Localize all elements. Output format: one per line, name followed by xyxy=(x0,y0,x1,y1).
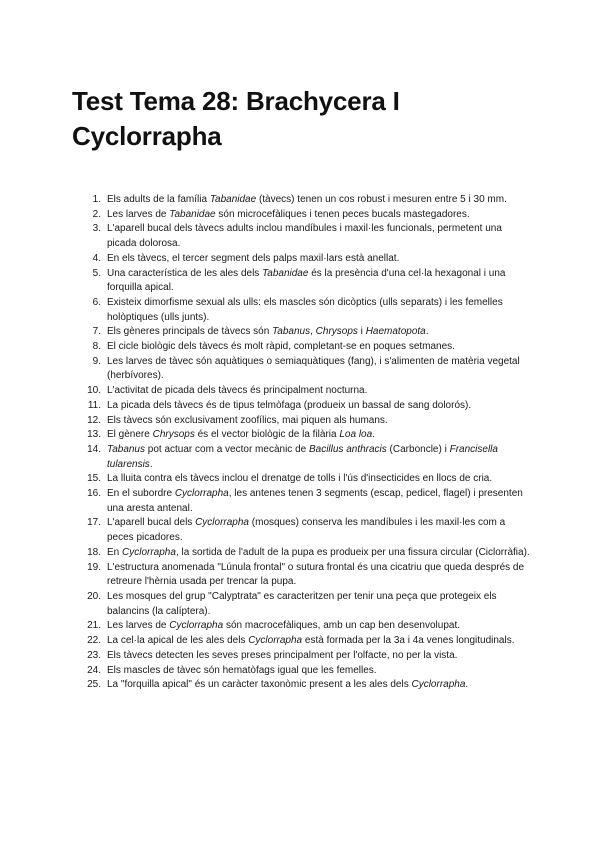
page-title: Test Tema 28: Brachycera I Cyclorrapha xyxy=(72,86,400,151)
text-run: . xyxy=(425,326,429,338)
question-number: 1. xyxy=(92,194,101,205)
italic-term: Tabanidae xyxy=(262,267,309,279)
text-run: (mosques) conserva les mandíbules i les maxil·les com a peces picadores. xyxy=(107,517,506,544)
question-number: 24. xyxy=(87,664,101,676)
question-number: 3. xyxy=(92,223,101,235)
italic-term: Cyclorrapha xyxy=(195,517,249,529)
question-text xyxy=(107,399,532,414)
question-item xyxy=(72,384,532,399)
question-item xyxy=(72,678,532,693)
italic-term: Cyclorrapha xyxy=(169,620,224,632)
italic-term: Cyclorrapha xyxy=(411,679,466,691)
text-run: Existeix dimorfisme sexual als ulls: els mascles són dicòptics (ulls separats) i les femelles holòptiques (ulls junts). xyxy=(107,296,503,323)
italic-term: Cyclorrapha xyxy=(174,488,229,500)
question-number: 2. xyxy=(92,208,101,220)
text-run: Una característica de les ales dels xyxy=(107,267,263,279)
question-text xyxy=(107,487,532,516)
question-number: 7. xyxy=(92,326,101,338)
text-run: Els tàvecs detecten les seves preses principalment per l'olfacte, no per la vista. xyxy=(107,649,458,661)
question-item xyxy=(72,252,532,267)
question-text xyxy=(107,664,532,679)
question-number: 9. xyxy=(92,355,101,367)
question-number: 25. xyxy=(87,679,101,691)
text-run: és la presència d'una cel·la hexagonal i una forquilla apical. xyxy=(107,267,506,294)
question-number: 19. xyxy=(87,561,101,573)
question-number: 16. xyxy=(87,488,101,500)
text-run: L'aparell bucal dels tàvecs adults inclou mandíbules i maxil·les funcionals, permetent una picada dolorosa. xyxy=(107,223,502,250)
question-number: 11. xyxy=(87,399,101,411)
text-run: Els adults de la família xyxy=(107,194,210,205)
question-item xyxy=(72,296,532,325)
question-list xyxy=(72,193,532,693)
text-run: . xyxy=(149,458,153,470)
question-item xyxy=(72,443,532,472)
text-run: Les larves de tàvec són aquàtiques o semiaquàtiques (fang), i s'alimenten de matèria vegetal (herbívores). xyxy=(107,355,520,382)
question-item xyxy=(72,472,532,487)
question-text xyxy=(107,296,532,325)
question-number: 17. xyxy=(87,517,101,529)
question-item xyxy=(72,428,532,443)
text-run: La cel·la apical de les ales dels xyxy=(107,635,249,647)
question-text xyxy=(107,590,532,619)
question-item xyxy=(72,634,532,649)
question-text xyxy=(107,678,532,693)
text-run: Els tàvecs són exclusivament zoofílics, mai piquen als humans. xyxy=(107,414,388,426)
question-item xyxy=(72,267,532,296)
text-run: L'aparell bucal dels xyxy=(107,517,196,529)
text-run: Les larves de xyxy=(107,208,170,220)
question-item xyxy=(72,619,532,634)
text-run: L'estructura anomenada "Lúnula frontal" o sutura frontal és una cicatriu que queda després de retreure l'hèrnia usada per trencar la pupa. xyxy=(107,561,525,588)
text-run: són microcefàliques i tenen peces bucals mastegadores. xyxy=(215,208,470,220)
question-text xyxy=(107,325,532,340)
italic-term: Chrysops xyxy=(315,326,358,338)
question-text xyxy=(107,267,532,296)
question-text xyxy=(107,619,532,634)
question-item xyxy=(72,561,532,590)
text-run: (tàvecs) tenen un cos robust i mesuren entre 5 i 30 mm. xyxy=(256,194,507,205)
text-run: Les mosques del grup "Calyptrata" es caracteritzen per tenir una peça que protegeix els balancins (la calíptera). xyxy=(107,590,497,617)
text-run: La picada dels tàvecs és de tipus telmòfaga (produeix un bassal de sang dolorós). xyxy=(107,399,472,411)
text-run: L'activitat de picada dels tàvecs és principalment nocturna. xyxy=(107,385,368,397)
question-text xyxy=(107,516,532,545)
question-text xyxy=(107,384,532,399)
question-number: 13. xyxy=(87,429,101,441)
italic-term: Tabanidae xyxy=(209,194,257,205)
text-run: i xyxy=(357,326,366,338)
question-item xyxy=(72,325,532,340)
question-number: 21. xyxy=(87,620,101,632)
question-item xyxy=(72,664,532,679)
question-item xyxy=(72,355,532,384)
text-run: , xyxy=(310,326,316,338)
question-number: 10. xyxy=(87,385,101,397)
question-number: 15. xyxy=(87,473,101,485)
question-item xyxy=(72,340,532,355)
italic-term: Francisella tularensis xyxy=(107,443,498,470)
italic-term: Cyclorrapha xyxy=(248,635,303,647)
text-run: Les larves de xyxy=(107,620,170,632)
question-text xyxy=(107,546,532,561)
question-text xyxy=(107,414,532,429)
question-number: 5. xyxy=(92,267,101,279)
question-text xyxy=(107,208,532,223)
question-item xyxy=(72,399,532,414)
question-text xyxy=(107,193,532,208)
text-run: El gènere xyxy=(107,429,153,441)
text-run: La "forquilla apical" és un caràcter taxonòmic present a les ales dels xyxy=(107,679,412,691)
question-number: 8. xyxy=(92,341,101,353)
question-item xyxy=(72,414,532,429)
italic-term: Tabanidae xyxy=(169,208,216,220)
question-number: 22. xyxy=(87,635,101,647)
text-run: són macrocefàliques, amb un cap ben desenvolupat. xyxy=(223,620,461,632)
question-text xyxy=(107,252,532,267)
question-item xyxy=(72,222,532,251)
question-item xyxy=(72,208,532,223)
question-number: 20. xyxy=(87,590,101,602)
question-number: 4. xyxy=(92,252,101,264)
text-run: En els tàvecs, el tercer segment dels palps maxil·lars està anellat. xyxy=(107,252,400,264)
text-run: (Carboncle) i xyxy=(386,443,450,455)
text-run: és el vector biològic de la filària xyxy=(194,429,340,441)
question-number: 23. xyxy=(87,649,101,661)
question-text xyxy=(107,443,532,472)
question-text xyxy=(107,428,532,443)
italic-term: Cyclorrapha xyxy=(122,546,176,558)
text-run: pot actuar com a vector mecànic de xyxy=(145,443,309,455)
question-item xyxy=(72,649,532,664)
question-item xyxy=(72,590,532,619)
text-run: Els mascles de tàvec són hematòfags igual que les femelles. xyxy=(107,664,377,676)
italic-term: Tabanus xyxy=(272,326,311,338)
question-text xyxy=(107,472,532,487)
text-run: , la sortida de l'adult de la pupa es produeix per una fissura circular (Ciclorràfia). xyxy=(175,546,530,558)
text-run: En xyxy=(107,546,123,558)
text-run: El cicle biològic dels tàvecs és molt ràpid, completant-se en poques setmanes. xyxy=(107,341,455,353)
question-item xyxy=(72,546,532,561)
question-text xyxy=(107,340,532,355)
text-run: . xyxy=(465,679,469,691)
text-run: En el subordre xyxy=(107,488,175,500)
question-number: 6. xyxy=(92,296,101,308)
question-number: 12. xyxy=(87,414,101,426)
text-run: està formada per la 3a i 4a venes longitudinals. xyxy=(302,635,515,647)
text-run: La lluita contra els tàvecs inclou el drenatge de tolls i l'ús d'insecticides en llocs de cria. xyxy=(107,473,493,485)
text-run: Els gèneres principals de tàvecs són xyxy=(107,326,273,338)
italic-term: Haematopota xyxy=(365,326,426,338)
question-number: 14. xyxy=(87,443,101,455)
italic-term: Chrysops xyxy=(152,429,195,441)
question-number: 18. xyxy=(87,546,101,558)
question-item xyxy=(72,487,532,516)
question-text xyxy=(107,222,532,251)
question-item xyxy=(72,193,532,208)
italic-term: Tabanus xyxy=(107,443,145,455)
question-text xyxy=(107,561,532,590)
question-text xyxy=(107,634,532,649)
text-run: . xyxy=(372,429,375,441)
text-run: , les antenes tenen 3 segments (escap, pedicel, flagel) i presenten una aresta antenal. xyxy=(107,488,523,514)
question-item xyxy=(72,516,532,545)
italic-term: Bacillus anthracis xyxy=(308,443,387,455)
question-text xyxy=(107,649,532,664)
italic-term: Loa loa xyxy=(339,429,373,441)
question-text xyxy=(107,355,532,384)
